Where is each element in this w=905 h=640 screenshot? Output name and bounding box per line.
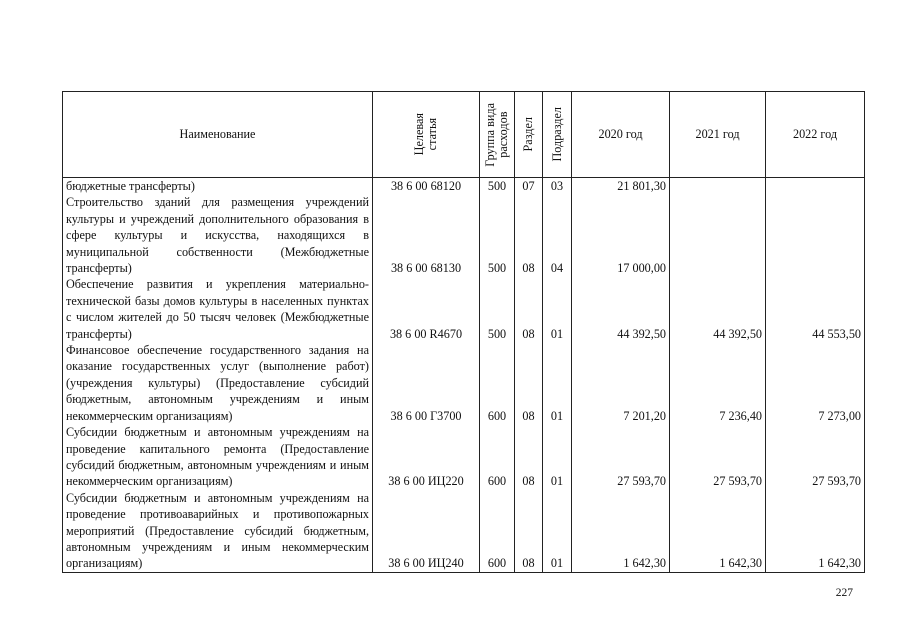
page-number: 227 [835,587,853,599]
row-group: 600 [480,424,515,490]
row-name: Строительство зданий для размещения учреждений культуры и учреждений дополнительного образования в сфере культуры и искусства, находящихся в муниципальной собственности (Межбюджетные трансферты) [63,194,373,276]
header-2022: 2022 год [766,92,865,178]
row-2020: 1 642,30 [572,490,670,573]
row-2020: 44 392,50 [572,276,670,342]
row-section: 07 [515,178,543,195]
row-subsection: 04 [543,194,572,276]
row-2021: 7 236,40 [670,342,766,424]
row-group: 600 [480,490,515,573]
header-group: Группа вида расходов [480,92,515,178]
header-section: Раздел [515,92,543,178]
row-2020: 17 000,00 [572,194,670,276]
header-subsection: Подраздел [543,92,572,178]
row-name: Субсидии бюджетным и автономным учреждениям на проведение капитального ремонта (Предоставление субсидий бюджетным, автономным учреждениям и иным некоммерческим организациям) [63,424,373,490]
row-group: 500 [480,194,515,276]
header-2020: 2020 год [572,92,670,178]
budget-table [62,91,865,573]
table-row [63,276,865,342]
row-code: 38 6 00 ИЦ220 [373,424,480,490]
row-section: 08 [515,194,543,276]
row-2022: 44 553,50 [766,276,865,342]
row-2022: 1 642,30 [766,490,865,573]
row-2022: 27 593,70 [766,424,865,490]
header-row [63,92,865,178]
row-section: 08 [515,276,543,342]
row-name: Финансовое обеспечение государственного задания на оказание государственных услуг (выполнение работ) (учреждения культуры) (Предоставление субсидий бюджетным, автономным учреждениям и иным некоммерческим организациям) [63,342,373,424]
row-2020: 7 201,20 [572,342,670,424]
row-name: Субсидии бюджетным и автономным учреждениям на проведение противоаварийных и противопожарных мероприятий (Предоставление субсидий бюджетным, автономным учреждениям и иным некоммерческим организациям) [63,490,373,573]
row-group: 600 [480,342,515,424]
row-2022: 7 273,00 [766,342,865,424]
row-2022 [766,194,865,276]
header-2021: 2021 год [670,92,766,178]
row-subsection: 01 [543,424,572,490]
row-2021 [670,178,766,195]
row-group: 500 [480,178,515,195]
row-name: бюджетные трансферты) [63,178,373,195]
row-subsection: 01 [543,342,572,424]
table-row [63,194,865,276]
table-row [63,342,865,424]
row-2021: 44 392,50 [670,276,766,342]
row-section: 08 [515,490,543,573]
row-2020: 21 801,30 [572,178,670,195]
header-code: Целевая статья [373,92,480,178]
row-code: 38 6 00 68130 [373,194,480,276]
row-2022 [766,178,865,195]
row-subsection: 01 [543,276,572,342]
row-2020: 27 593,70 [572,424,670,490]
row-2021 [670,194,766,276]
row-code: 38 6 00 68120 [373,178,480,195]
row-code: 38 6 00 R4670 [373,276,480,342]
row-2021: 1 642,30 [670,490,766,573]
table-row [63,424,865,490]
table-row [63,178,865,195]
row-code: 38 6 00 Г3700 [373,342,480,424]
row-subsection: 03 [543,178,572,195]
row-2021: 27 593,70 [670,424,766,490]
row-section: 08 [515,342,543,424]
table-row [63,490,865,573]
row-section: 08 [515,424,543,490]
header-name: Наименование [63,92,373,178]
row-subsection: 01 [543,490,572,573]
row-group: 500 [480,276,515,342]
row-code: 38 6 00 ИЦ240 [373,490,480,573]
row-name: Обеспечение развития и укрепления материально-технической базы домов культуры в населенных пунктах с числом жителей до 50 тысяч человек (Межбюджетные трансферты) [63,276,373,342]
